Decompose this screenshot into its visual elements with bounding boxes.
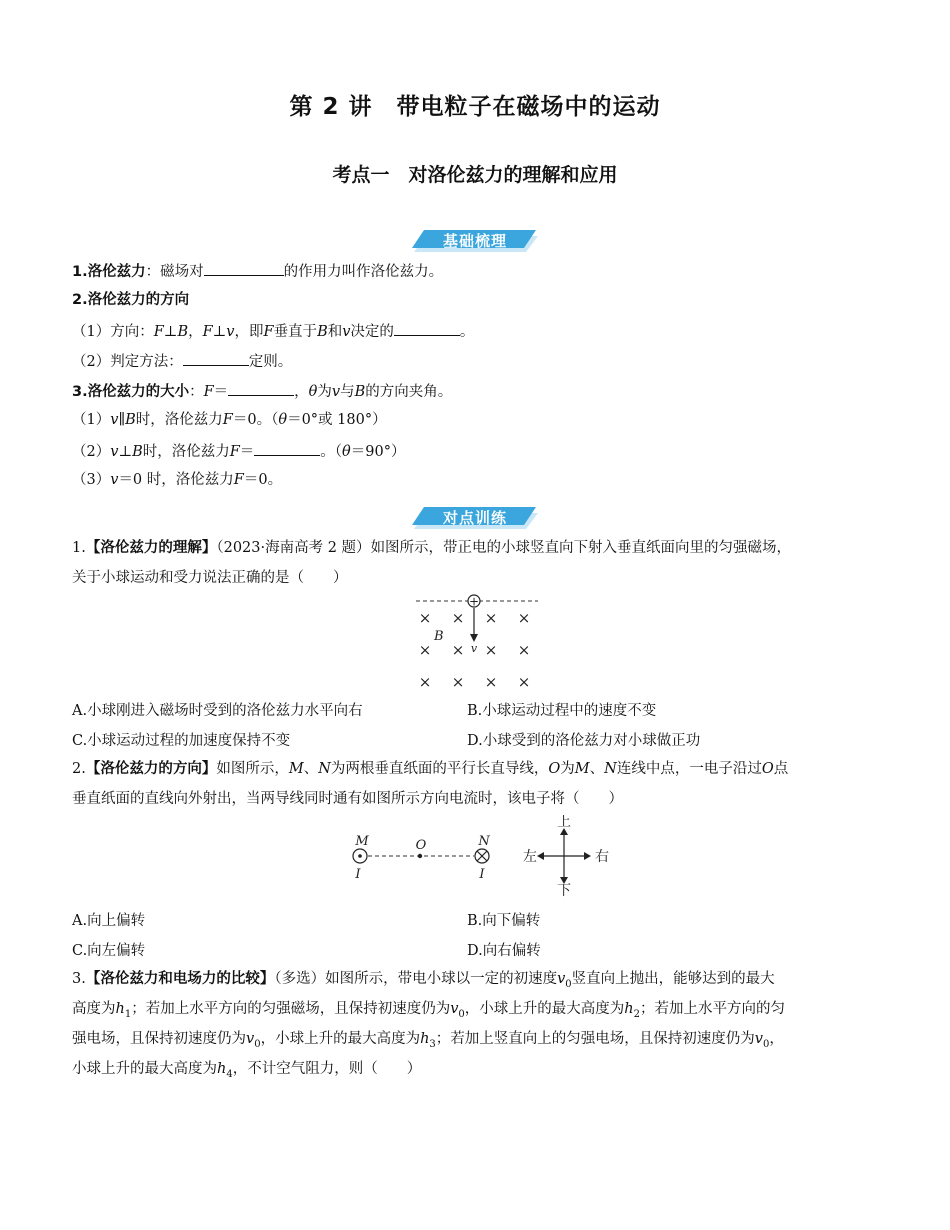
question-number: 1. — [72, 540, 86, 556]
symbol-h: h — [624, 1001, 634, 1017]
text: 与 — [340, 384, 355, 400]
field-cross: × — [517, 641, 531, 659]
symbol-f: F — [222, 412, 233, 428]
symbol-f: F — [203, 384, 214, 400]
direction-down: 下 — [557, 883, 571, 897]
symbol-v: v — [342, 324, 351, 340]
symbol-v: v — [226, 324, 235, 340]
question-text: 如图所示，带正电的小球竖直向下射入垂直纸面向里的匀强磁场， — [370, 540, 792, 556]
symbol-theta: θ — [308, 384, 318, 400]
basics-item-3 — [72, 380, 882, 402]
basics-item-2 — [72, 290, 882, 310]
item-heading: .洛伦兹力的方向 — [82, 292, 190, 308]
current-label-1: I — [355, 867, 361, 882]
symbol-n: N — [604, 761, 617, 777]
current-label-2: I — [479, 867, 485, 882]
q2-option-a[interactable]: A.向上偏转 — [72, 913, 146, 929]
symbol-b: B — [354, 384, 366, 400]
direction-left: 左 — [523, 849, 537, 865]
item-text: 的作用力叫作洛伦兹力。 — [283, 264, 444, 280]
q1-option-d[interactable]: D.小球受到的洛伦兹力对小球做正功 — [467, 733, 701, 749]
basics-item-2-2 — [72, 350, 882, 372]
text: 的方向夹角。 — [365, 384, 453, 400]
symbol-v: v — [331, 384, 341, 400]
field-cross: × — [451, 609, 465, 627]
question-text: 垂直纸面的直线向外射出，当两导线同时通有如图所示方向电流时，该电子将（ ） — [72, 791, 623, 807]
question-text: 强电场，且保持初速度仍为 — [72, 1031, 246, 1047]
figure-2-svg — [340, 815, 615, 897]
question-text: 点 — [773, 761, 789, 777]
subscript: 1 — [124, 1008, 132, 1020]
section-banner-training — [412, 505, 538, 531]
symbol-m: M — [574, 761, 590, 777]
fill-blank — [254, 440, 320, 456]
symbol-theta: θ — [342, 444, 351, 460]
text: 为 — [317, 384, 332, 400]
question-tag: 【洛伦兹力和电场力的比较】 — [85, 971, 275, 987]
symbol-v: v — [246, 1031, 255, 1047]
field-cross: × — [484, 609, 498, 627]
text: （2）判定方法： — [72, 354, 183, 370]
subscript: 3 — [429, 1038, 436, 1050]
field-cross: × — [517, 673, 531, 691]
symbol-m: M — [288, 761, 304, 777]
symbol-h: h — [217, 1061, 227, 1077]
text: 、 — [303, 761, 319, 777]
text: ＝0。 — [243, 472, 283, 488]
subscript: 0 — [763, 1038, 770, 1050]
basics-item-2-1 — [72, 320, 882, 342]
item-number: 3 — [72, 384, 83, 400]
text: 时，洛伦兹力 — [135, 412, 223, 428]
question-3-line-3 — [72, 1029, 882, 1055]
item-heading: .洛伦兹力的大小 — [82, 384, 190, 400]
question-tag: 【洛伦兹力的理解】 — [85, 540, 217, 556]
symbol-v: v — [754, 1031, 763, 1047]
text: 定则。 — [248, 354, 293, 370]
question-text: ；若加上竖直向上的匀强电场，且保持初速度仍为 — [435, 1031, 755, 1047]
text: ＝90°） — [350, 444, 406, 460]
item-text: ：磁场对 — [145, 264, 204, 280]
field-cross: × — [484, 641, 498, 659]
figure-magnetic-field — [410, 590, 545, 692]
section-banner-basics — [412, 228, 538, 254]
symbol-b: B — [177, 324, 189, 340]
figure-1-svg — [410, 590, 545, 692]
midpoint-o — [418, 854, 422, 858]
field-label: B — [434, 629, 444, 644]
arrow-right — [584, 852, 591, 860]
basics-item-1 — [72, 260, 882, 282]
question-text: 高度为 — [72, 1001, 116, 1017]
text: ＝ — [239, 444, 255, 460]
field-cross: × — [418, 673, 432, 691]
subscript: 0 — [565, 978, 572, 990]
symbol-f: F — [202, 324, 213, 340]
field-cross: × — [418, 609, 432, 627]
symbol-f: F — [229, 444, 240, 460]
question-text: 为 — [560, 761, 575, 777]
question-1-line-2 — [72, 568, 882, 588]
question-text: 为两根垂直纸面的平行长直导线， — [330, 761, 549, 777]
section-training-label: 对点训练 — [442, 509, 507, 527]
question-2-line-2 — [72, 789, 882, 809]
symbol-theta: θ — [278, 412, 288, 428]
item-number: 2 — [72, 292, 83, 308]
subscript: 4 — [226, 1068, 233, 1080]
text: 。 — [459, 324, 475, 340]
text: （2） — [72, 444, 111, 460]
symbol-f: F — [153, 324, 164, 340]
question-text: 竖直向上抛出，能够达到的最大 — [571, 971, 775, 987]
basics-item-3-3 — [72, 470, 882, 490]
text: ⊥ — [212, 324, 227, 340]
question-1-line-1 — [72, 538, 882, 558]
q1-option-b[interactable]: B.小球运动过程中的速度不变 — [467, 703, 657, 719]
basics-item-3-1 — [72, 410, 882, 430]
symbol-f: F — [263, 324, 274, 340]
question-2-line-1 — [72, 759, 882, 779]
symbol-b: B — [317, 324, 328, 340]
direction-up: 上 — [557, 815, 571, 830]
symbol-o: O — [548, 761, 561, 777]
section-basics-label: 基础梳理 — [442, 232, 507, 250]
question-tag: 【洛伦兹力的方向】 — [85, 761, 217, 777]
question-text: ， — [769, 1031, 784, 1047]
q1-option-c[interactable]: C.小球运动过程的加速度保持不变 — [72, 733, 291, 749]
question-source: （2023·海南高考 2 题） — [216, 540, 371, 556]
field-cross: × — [418, 641, 432, 659]
wire-n-label: N — [478, 834, 490, 849]
figure-two-wires — [340, 815, 615, 897]
field-cross: × — [484, 673, 498, 691]
question-text: ；若加上水平方向的匀 — [640, 1001, 786, 1017]
q1-option-a[interactable]: A.小球刚进入磁场时受到的洛伦兹力水平向右 — [72, 703, 363, 719]
field-cross: × — [517, 609, 531, 627]
text: ，即 — [234, 324, 264, 340]
question-3-line-1 — [72, 969, 882, 995]
text: ＝ — [213, 384, 229, 400]
text: ： — [189, 384, 204, 400]
question-multi-choice: （多选） — [274, 971, 326, 987]
text: 时，洛伦兹力 — [142, 444, 230, 460]
symbol-v: v — [110, 444, 119, 460]
question-text: 小球上升的最大高度为 — [72, 1061, 217, 1077]
text: （3） — [72, 472, 111, 488]
text: ∥ — [118, 412, 126, 428]
text: 、 — [589, 761, 605, 777]
text: ⊥ — [163, 324, 178, 340]
item-heading: .洛伦兹力 — [82, 264, 146, 280]
field-cross: × — [451, 673, 465, 691]
text: （1） — [72, 412, 111, 428]
question-number: 3. — [72, 971, 86, 987]
text: 垂直于 — [273, 324, 318, 340]
symbol-v: v — [110, 472, 119, 488]
text: ， — [294, 384, 309, 400]
symbol-o: O — [761, 761, 774, 777]
question-3-line-2 — [72, 999, 882, 1025]
symbol-n: N — [318, 761, 331, 777]
subscript: 0 — [254, 1038, 261, 1050]
topic-subtitle: 考点一 对洛伦兹力的理解和应用 — [332, 164, 618, 186]
text: 决定的 — [350, 324, 394, 340]
fill-blank — [204, 260, 284, 276]
arrow-left — [537, 852, 544, 860]
symbol-v: v — [557, 971, 566, 987]
point-o-label: O — [415, 838, 427, 853]
question-text: 如图所示，带电小球以一定的初速度 — [325, 971, 558, 987]
question-text: 如图所示， — [216, 761, 289, 777]
symbol-h: h — [115, 1001, 125, 1017]
q2-option-d[interactable]: D.向右偏转 — [467, 943, 541, 959]
basics-item-3-2 — [72, 440, 882, 462]
question-text: ；若加上水平方向的匀强磁场，且保持初速度仍为 — [131, 1001, 451, 1017]
wire-m-label: M — [355, 834, 369, 849]
fill-blank — [183, 350, 249, 366]
arrow-head — [470, 634, 478, 642]
symbol-b: B — [132, 444, 143, 460]
fill-blank — [394, 320, 460, 336]
q2-option-b[interactable]: B.向下偏转 — [467, 913, 541, 929]
text: ， — [188, 324, 203, 340]
subscript: 2 — [633, 1008, 641, 1020]
question-text: ，小球上升的最大高度为 — [464, 1001, 625, 1017]
text: ＝0。（ — [232, 412, 279, 428]
symbol-f: F — [233, 472, 244, 488]
field-cross: × — [451, 641, 465, 659]
question-text: ，小球上升的最大高度为 — [260, 1031, 421, 1047]
text: ＝0 时，洛伦兹力 — [118, 472, 234, 488]
q2-option-c[interactable]: C.向左偏转 — [72, 943, 146, 959]
question-number: 2. — [72, 761, 86, 777]
wire-m-dot — [358, 854, 362, 858]
item-number: 1 — [72, 264, 83, 280]
text: 。（ — [320, 444, 343, 460]
question-text: 连线中点，一电子沿过 — [616, 761, 762, 777]
symbol-h: h — [420, 1031, 430, 1047]
text: （1）方向： — [72, 324, 154, 340]
question-text: ，不计空气阻力，则（ ） — [232, 1061, 422, 1077]
text: 和 — [327, 324, 343, 340]
text: ⊥ — [118, 444, 133, 460]
text: ＝0°或 180°） — [287, 412, 387, 428]
question-3-line-4 — [72, 1059, 882, 1085]
fill-blank — [228, 380, 294, 396]
subscript: 0 — [458, 1008, 465, 1020]
velocity-label: v — [470, 642, 478, 655]
symbol-b: B — [125, 412, 136, 428]
symbol-v: v — [110, 412, 119, 428]
plus-sign: + — [468, 594, 480, 609]
direction-right: 右 — [595, 849, 609, 865]
question-text: 关于小球运动和受力说法正确的是（ ） — [72, 570, 348, 586]
symbol-v: v — [450, 1001, 459, 1017]
lesson-title: 第 2 讲 带电粒子在磁场中的运动 — [289, 94, 661, 120]
